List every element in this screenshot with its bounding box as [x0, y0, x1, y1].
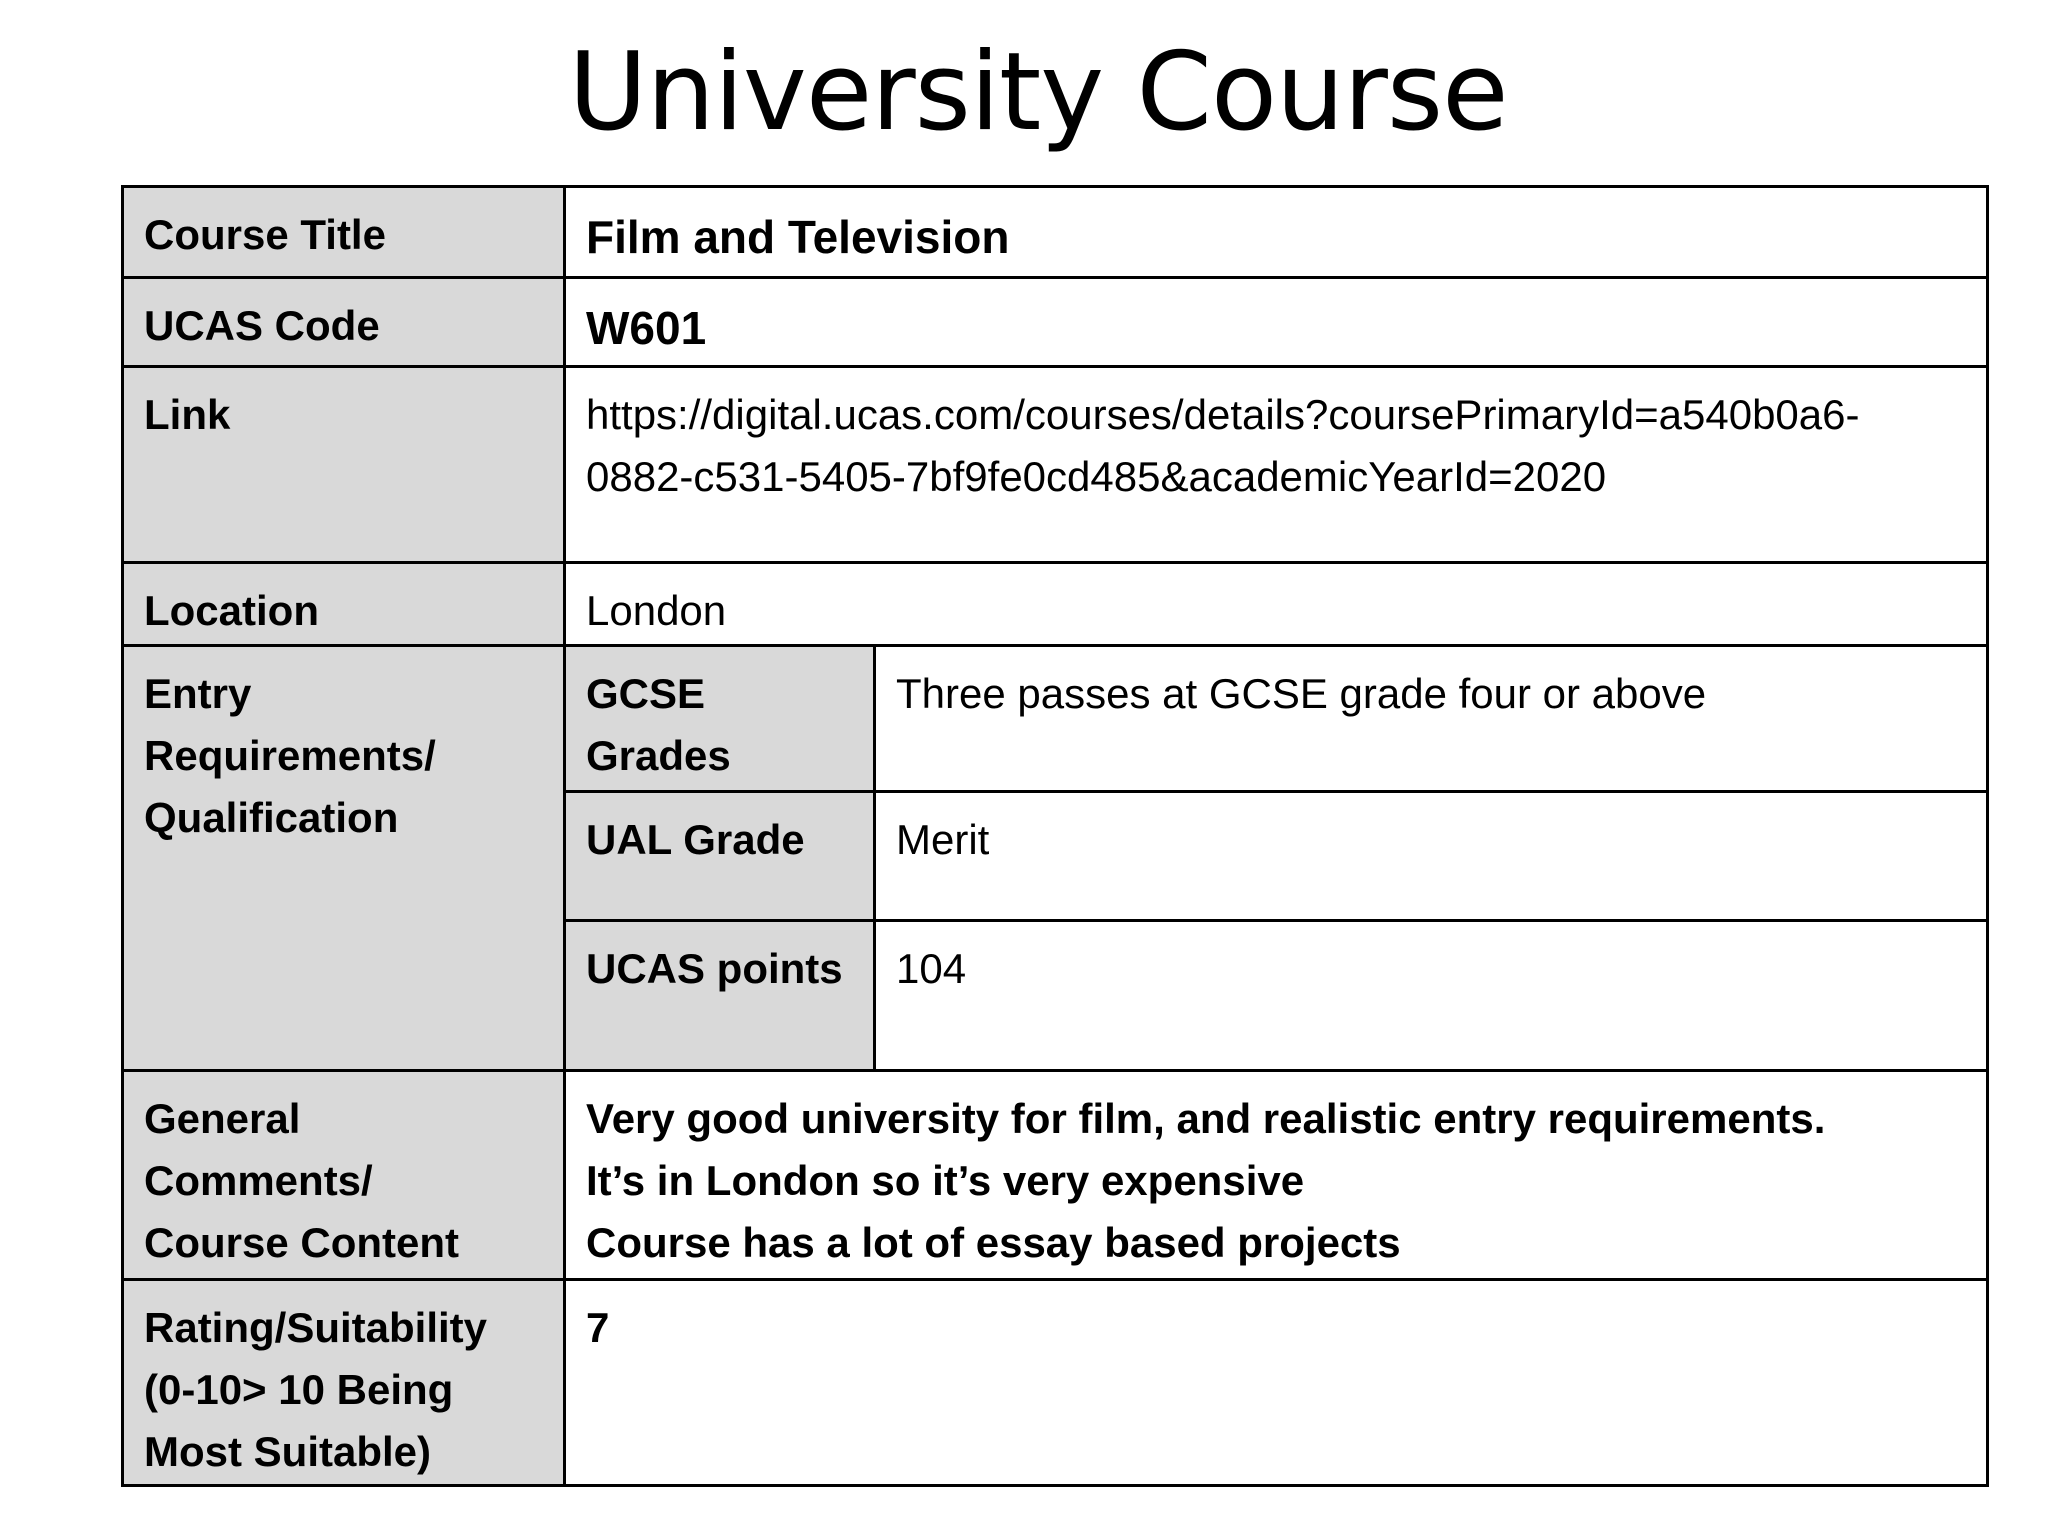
comments-value-line: It’s in London so it’s very expensive	[586, 1157, 1305, 1204]
course-table	[121, 185, 1989, 1487]
comments-label-line: General	[144, 1095, 301, 1142]
row-rating	[123, 1280, 1988, 1486]
row-ucas-code	[123, 278, 1988, 367]
location-label: Location	[123, 563, 565, 646]
row-gcse	[123, 646, 1988, 792]
gcse-label-line: Grades	[586, 732, 731, 779]
link-value: https://digital.ucas.com/courses/details?coursePrimaryId=a540b0a6-0882-c531-5405-7bf9fe0cd485&academicYearId=2020	[565, 367, 1988, 563]
page-title: University Course	[568, 30, 1508, 155]
rating-value: 7	[565, 1280, 1988, 1486]
course-title-value: Film and Television	[565, 187, 1988, 278]
row-course-title	[123, 187, 1988, 278]
comments-label-line: Comments/	[144, 1157, 373, 1204]
ucas-points-value: 104	[875, 921, 1988, 1071]
comments-value-line: Course has a lot of essay based projects	[586, 1219, 1401, 1266]
gcse-label-line: GCSE	[586, 670, 706, 717]
entry-label-line: Qualification	[144, 794, 399, 841]
row-link	[123, 367, 1988, 563]
ucas-points-label: UCAS points	[565, 921, 875, 1071]
row-location	[123, 563, 1988, 646]
location-value: London	[565, 563, 1988, 646]
gcse-grades-label	[565, 646, 875, 792]
link-label: Link	[123, 367, 565, 563]
rating-label	[123, 1280, 565, 1486]
entry-label-line: Entry	[144, 670, 252, 717]
ucas-code-label: UCAS Code	[123, 278, 565, 367]
entry-requirements-label	[123, 646, 565, 1071]
course-title-label: Course Title	[123, 187, 565, 278]
comments-value	[565, 1071, 1988, 1280]
comments-value-line: Very good university for film, and realistic entry requirements.	[586, 1095, 1826, 1142]
row-comments	[123, 1071, 1988, 1280]
gcse-grades-value: Three passes at GCSE grade four or above	[875, 646, 1988, 792]
ucas-code-value: W601	[565, 278, 1988, 367]
ual-grade-value: Merit	[875, 792, 1988, 921]
rating-label-line: Rating/Suitability	[144, 1304, 488, 1351]
comments-label-line: Course Content	[144, 1219, 459, 1266]
entry-label-line: Requirements/	[144, 732, 436, 779]
rating-label-line: Most Suitable)	[144, 1428, 432, 1475]
ual-grade-label: UAL Grade	[565, 792, 875, 921]
rating-label-line: (0-10> 10 Being	[144, 1366, 454, 1413]
comments-label	[123, 1071, 565, 1280]
